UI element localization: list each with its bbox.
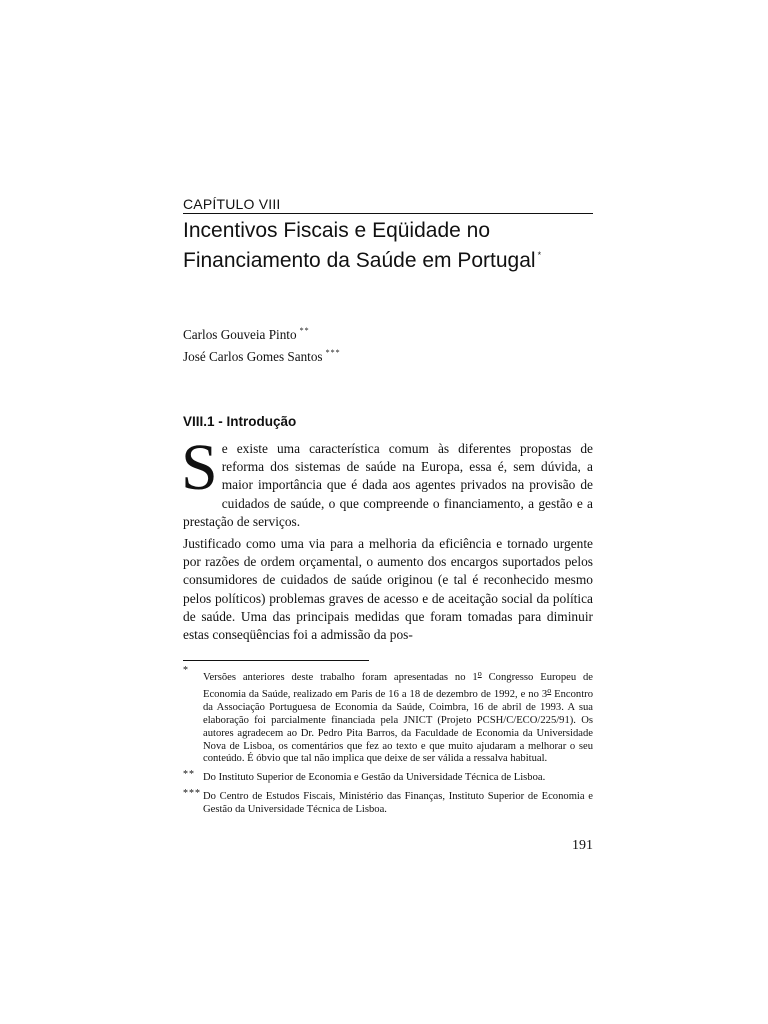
footnote-1-text-a: Versões anteriores deste trabalho foram apresentadas no 1: [203, 672, 478, 683]
footnote-1-text-b: Congresso Europeu de Economia da Saúde, realizado em Paris de 16 a 18 de dezembro de 1992, e no 3: [203, 672, 593, 700]
chapter-label: CAPÍTULO VIII: [183, 196, 281, 212]
title-line-2: [183, 243, 603, 273]
footnote-separator: [183, 660, 369, 661]
footnote-1-ordinal-a: o: [477, 669, 482, 678]
author-2-mark: ***: [325, 348, 341, 357]
chapter-title: [183, 218, 603, 273]
footnote-3-text: Do Centro de Estudos Fiscais, Ministério das Finanças, Instituto Superior de Economia e Gestão da Universidade Técnica de Lisboa.: [203, 791, 593, 816]
footnotes: [183, 665, 593, 823]
body-text: [181, 431, 593, 648]
drop-cap: S: [181, 431, 218, 504]
footnote-1: [183, 665, 593, 766]
title-footnote-mark: *: [537, 250, 542, 260]
paragraph-1: [181, 431, 593, 531]
footnote-2-mark: **: [183, 769, 195, 781]
paragraph-1-text: e existe uma característica comum às diferentes propostas de reforma dos sistemas de saúde na Europa, essa é, sem dúvida, a maior importância que é dada aos agentes privados na provisão de cuidados de saúde, o que compreende o financiamento, a gestão e a prestação de serviços.: [183, 441, 593, 529]
author-2: [183, 344, 593, 366]
footnote-2: [183, 769, 593, 785]
title-line-1: Incentivos Fiscais e Eqüidade no: [183, 219, 491, 242]
footnote-3: [183, 788, 593, 817]
footnote-2-text: Do Instituto Superior de Economia e Gestão da Universidade Técnica de Lisboa.: [203, 772, 546, 784]
author-1-name: Carlos Gouveia Pinto: [183, 327, 297, 342]
page-number: 191: [572, 838, 593, 853]
chapter-rule: [183, 213, 593, 214]
footnote-3-mark: ***: [183, 788, 201, 800]
author-1: [183, 322, 593, 344]
author-1-mark: **: [299, 326, 310, 335]
footnote-1-text-c: Encontro da Associação Portuguesa de Economia da Saúde, Coimbra, 16 de abril de 1993. A sua elaboração foi parcialmente financiada pela JNICT (Projeto PCSH/C/ECO/225/91). Os autores agradecem ao Dr. Pedro Pita Barros, da Faculdade de Economia da Universidade Nova de Lisboa, os comentários que fez ao texto e que muito ajudaram a melhorar o seu conteúdo. É óbvio que tal não implica que deixe de ser válida a ressalva habitual.: [203, 688, 593, 765]
title-line-2-text: Financiamento da Saúde em Portugal: [183, 249, 536, 272]
author-2-name: José Carlos Gomes Santos: [183, 349, 323, 364]
authors: [183, 322, 593, 366]
footnote-1-mark: *: [183, 665, 189, 676]
paragraph-2: Justificado como uma via para a melhoria da eficiência e tornado urgente por razões de ordem orçamental, o aumento dos encargos suportados pelos consumidores de cuidados de saúde originou (e tal é reconhecido mesmo pelos políticos) problemas graves de acesso e de aceitação social da política de saúde. Uma das principais medidas que foram tomadas para diminuir estas conseqüências foi a admissão da pos-: [183, 536, 593, 643]
section-heading: VIII.1 - Introdução: [183, 414, 297, 429]
footnote-1-ordinal-b: o: [547, 685, 552, 695]
